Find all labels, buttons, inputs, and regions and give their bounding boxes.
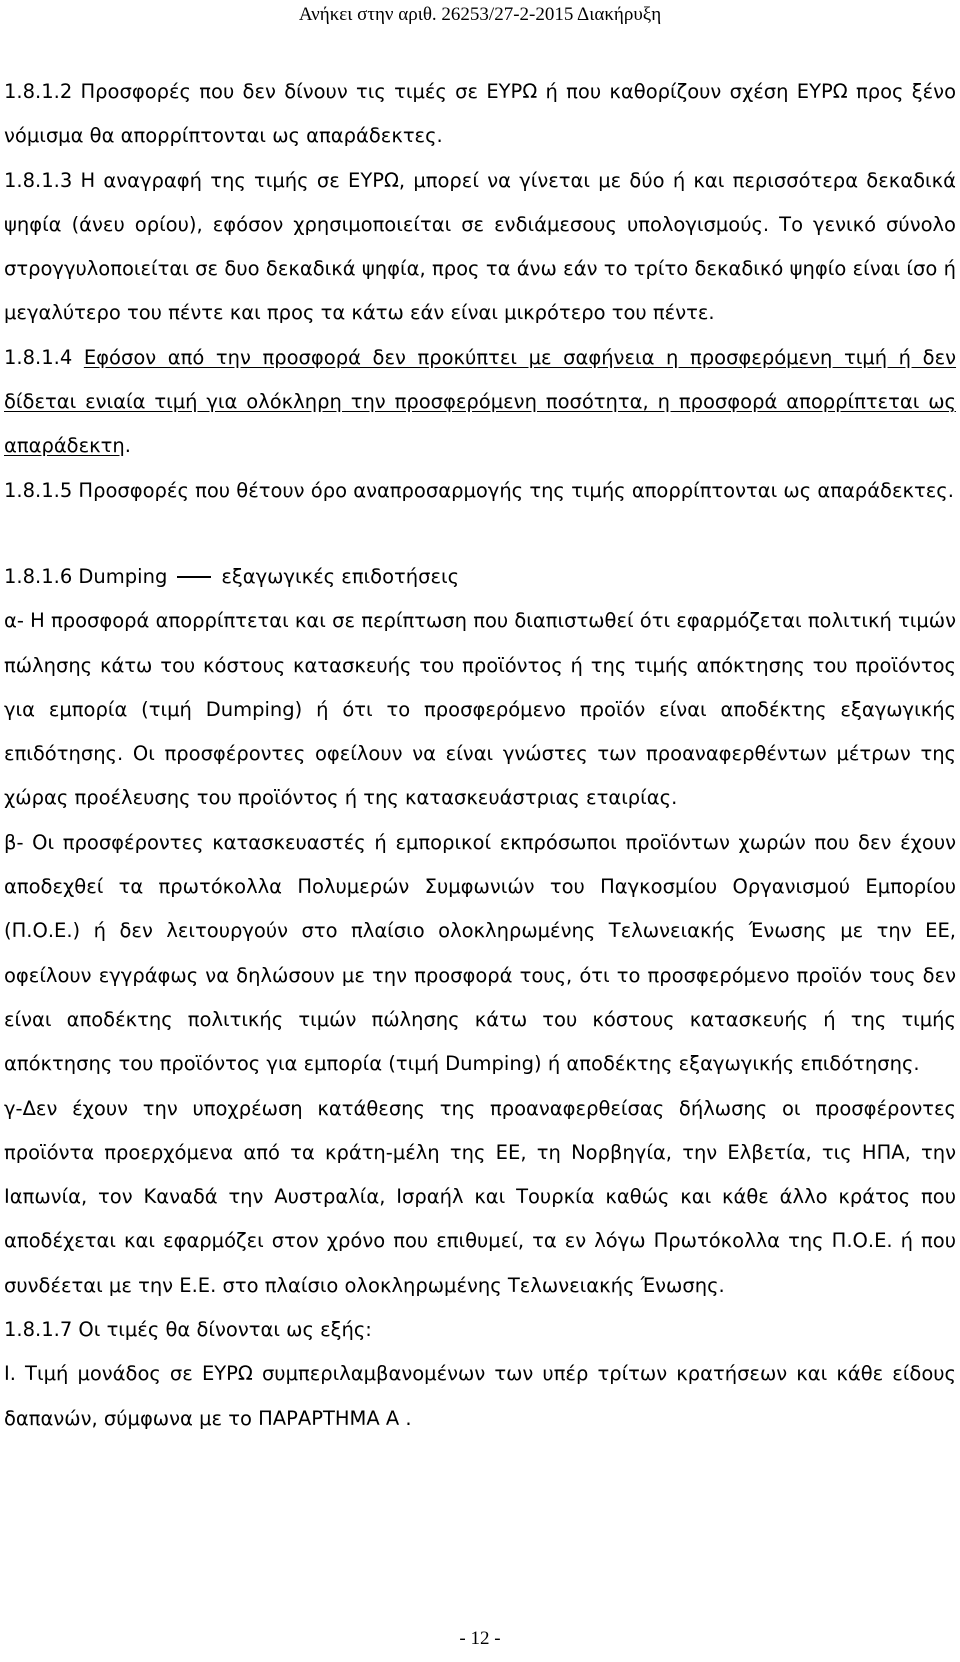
section-heading-1-8-1-6 [4, 555, 956, 599]
paragraph-1-8-1-5: 1.8.1.5 Προσφορές που θέτουν όρο αναπροσαρμογής της τιμής απορρίπτονται ως απαράδεκτες. [4, 478, 954, 502]
paragraph-I: Ι. Τιμή μονάδος σε ΕΥΡΩ συμπεριλαμβανομένων των υπέρ τρίτων κρατήσεων και κάθε είδους δαπανών, σύμφωνα με το ΠΑΡΑΡΤΗΜΑ Α . [4, 1362, 956, 1430]
paragraph-1-8-1-3: 1.8.1.3 Η αναγραφή της τιμής σε ΕΥΡΩ, μπορεί να γίνεται με δύο ή και περισσότερα δεκαδικά ψηφία (άνευ ορίου), εφόσον χρησιμοποιείται σε ενδιάμεσους υπολογισμούς. Το γενικό σύνολο στρογγυλοποιείται σε δυο δεκαδικά ψηφία, προς τα άνω εάν το τρίτο δεκαδικό ψηφίο είναι ίσο ή μεγαλύτερο του πέντε και προς τα κάτω εάν είναι μικρότερο του πέντε. [4, 168, 956, 325]
dash-separator [177, 576, 211, 578]
paragraph-c: γ-Δεν έχουν την υποχρέωση κατάθεσης της προαναφερθείσας δήλωσης οι προσφέροντες προϊόντα προερχόμενα από τα κράτη-μέλη της ΕΕ, τη Νορβηγία, την Ελβετία, τις ΗΠΑ, την Ιαπωνία, τον Καναδά την Αυστραλία, Ισραήλ και Τουρκία καθώς και κάθε άλλο κράτος που αποδέχεται και εφαρμόζει στον χρόνο που επιθυμεί, τα εν λόγω Πρωτόκολλα της Π.Ο.Ε. ή που συνδέεται με την Ε.Ε. στο πλαίσιο ολοκληρωμένης Τελωνειακής Ένωσης. [4, 1096, 956, 1297]
paragraph-1-8-1-7: 1.8.1.7 Οι τιμές θα δίνονται ως εξής: [4, 1318, 372, 1342]
paragraph-a: α- Η προσφορά απορρίπτεται και σε περίπτωση που διαπιστωθεί ότι εφαρμόζεται πολιτική τιμών πώλησης κάτω του κόστους κατασκευής του προϊόντος ή της τιμής απόκτησης του προϊόντος για εμπορία (τιμή Dumping) ή ότι το προσφερόμενο προϊόν είναι αποδέκτης εξαγωγικής επιδότησης. Οι προσφέροντες οφείλουν να είναι γνώστες των προαναφερθέντων μέτρων της χώρας προέλευσης του προϊόντος ή της κατασκευάστριας εταιρίας. [4, 609, 956, 810]
page-header: Ανήκει στην αριθ. 26253/27-2-2015 Διακήρυξη [298, 4, 662, 25]
paragraph-1-8-1-4-period: . [124, 434, 131, 458]
section-1-8-1-6-title: εξαγωγικές επιδοτήσεις [221, 564, 460, 588]
section-1-8-1-6-number: 1.8.1.6 Dumping [4, 564, 168, 588]
page-number: - 12 - [459, 1628, 501, 1649]
document-body [4, 70, 956, 1441]
paragraph-1-8-1-4 [4, 336, 956, 469]
paragraph-1-8-1-4-number: 1.8.1.4 [4, 345, 84, 369]
paragraph-1-8-1-2: 1.8.1.2 Προσφορές που δεν δίνουν τις τιμές σε ΕΥΡΩ ή που καθορίζουν σχέση ΕΥΡΩ προς ξένο νόμισμα θα απορρίπτονται ως απαράδεκτες. [4, 80, 956, 148]
paragraph-1-8-1-4-underlined-text: Εφόσον από την προσφορά δεν προκύπτει με σαφήνεια η προσφερόμενη τιμή ή δεν δίδεται ενιαία τιμή για ολόκληρη την προσφερόμενη ποσότητα, η προσφορά απορρίπτεται ως απαράδεκτη [4, 345, 957, 458]
paragraph-b: β- Οι προσφέροντες κατασκευαστές ή εμπορικοί εκπρόσωποι προϊόντων χωρών που δεν έχουν αποδεχθεί τα πρωτόκολλα Πολυμερών Συμφωνιών του Παγκοσμίου Οργανισμού Εμπορίου (Π.Ο.Ε.) ή δεν λειτουργούν στο πλαίσιο ολοκληρωμένης Τελωνειακής Ένωσης με την ΕΕ, οφείλουν εγγράφως να δηλώσουν με την προσφορά τους, ότι το προσφερόμενο προϊόν τους δεν είναι αποδέκτης πολιτικής τιμών πώλησης κάτω του κόστους κατασκευής ή της τιμής απόκτησης του προϊόντος για εμπορία (τιμή Dumping) ή αποδέκτης εξαγωγικής επιδότησης. [4, 830, 956, 1076]
